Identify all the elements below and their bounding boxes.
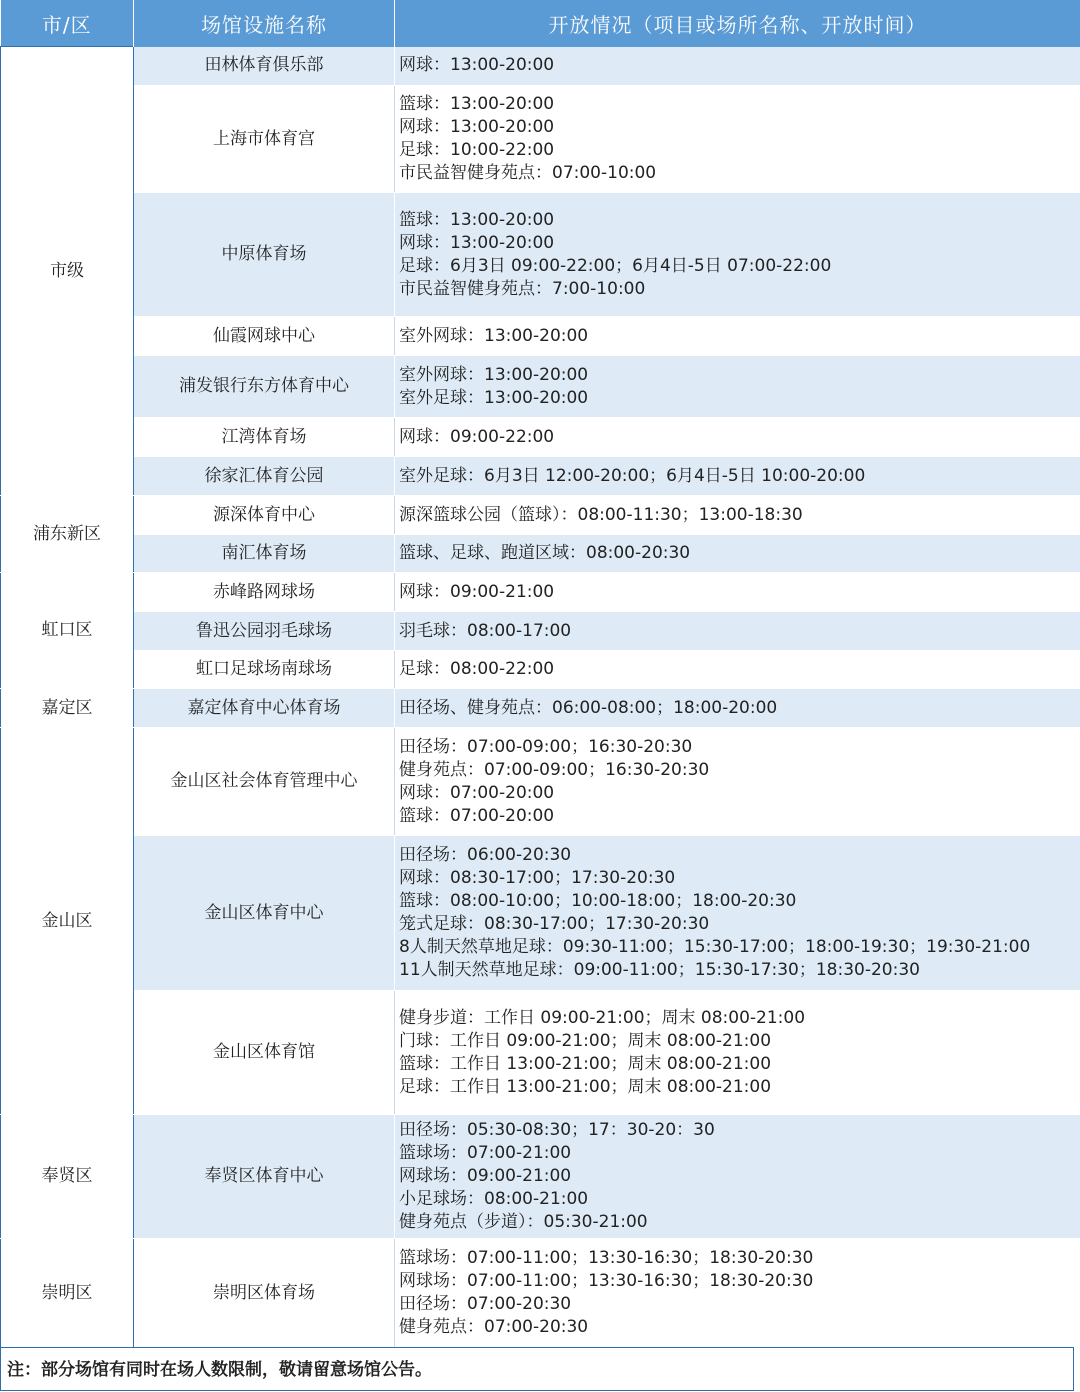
opening-hours-line: 11人制天然草地足球：09:00-11:00；15:30-17:30；18:30-20:30 — [399, 960, 920, 980]
opening-hours-line: 篮球：07:00-20:00 — [399, 805, 555, 826]
table-row — [1, 418, 1080, 457]
opening-hours-line: 田径场、健身苑点：06:00-08:00；18:00-20:00 — [399, 697, 778, 718]
opening-hours-line: 足球：08:00-22:00 — [399, 659, 555, 679]
opening-hours-line: 健身苑点（步道）：05:30-21:00 — [399, 1212, 648, 1232]
venue-name-cell: 金山区体育中心 — [134, 836, 395, 991]
opening-hours-line: 田径场：05:30-08:30；17：30-20：30 — [399, 1120, 715, 1140]
opening-hours-cell — [395, 193, 1080, 317]
table-row — [1, 47, 1080, 86]
venue-name-cell: 嘉定体育中心体育场 — [134, 689, 395, 728]
venue-name-cell: 仙霞网球中心 — [134, 317, 395, 356]
header-venue: 场馆设施名称 — [134, 0, 395, 47]
venue-name-cell: 南汇体育场 — [134, 535, 395, 573]
opening-hours-line: 室外足球：6月3日 12:00-20:00；6月4日-5日 10:00-20:00 — [399, 465, 866, 486]
opening-hours-cell — [395, 496, 1080, 535]
opening-hours-line: 网球：13:00-20:00 — [399, 117, 555, 137]
opening-hours-line: 网球场：09:00-21:00 — [399, 1166, 572, 1186]
table-row — [1, 689, 1080, 728]
header-hours: 开放情况（项目或场所名称、开放时间） — [395, 0, 1080, 47]
opening-hours-cell — [395, 991, 1080, 1115]
opening-hours-line: 羽毛球：08:00-17:00 — [399, 620, 572, 641]
venue-name-cell: 江湾体育场 — [134, 418, 395, 457]
table-row — [1, 612, 1080, 651]
opening-hours-line: 室外足球：13:00-20:00 — [399, 387, 589, 408]
table-row — [1, 573, 1080, 612]
opening-hours-line: 篮球：13:00-20:00 — [399, 94, 555, 114]
district-cell: 市级 — [1, 47, 134, 496]
opening-hours-line: 田径场：07:00-20:30 — [399, 1294, 572, 1314]
opening-hours-cell — [395, 535, 1080, 573]
table-row — [1, 991, 1080, 1115]
opening-hours-cell — [395, 47, 1080, 86]
table-row — [1, 651, 1080, 689]
venue-name-cell: 源深体育中心 — [134, 496, 395, 535]
venue-name-cell: 浦发银行东方体育中心 — [134, 356, 395, 418]
district-cell: 虹口区 — [1, 573, 134, 689]
table-row — [1, 728, 1080, 836]
opening-hours-cell — [395, 651, 1080, 689]
opening-hours-cell — [395, 418, 1080, 457]
opening-hours-line: 8人制天然草地足球：09:30-11:00；15:30-17:00；18:00-19:30；19:30-21:00 — [399, 937, 1031, 957]
opening-hours-line: 门球：工作日 09:00-21:00；周末 08:00-21:00 — [399, 1030, 772, 1051]
venue-name-cell: 崇明区体育场 — [134, 1239, 395, 1348]
header-district: 市/区 — [1, 0, 134, 47]
opening-hours-cell — [395, 836, 1080, 991]
opening-hours-line: 足球：10:00-22:00 — [399, 140, 555, 160]
district-cell: 嘉定区 — [1, 689, 134, 728]
opening-hours-line: 市民益智健身苑点：7:00-10:00 — [399, 278, 646, 299]
opening-hours-line: 源深篮球公园（篮球）：08:00-11:30；13:00-18:30 — [399, 504, 803, 525]
opening-hours-line: 室外网球：13:00-20:00 — [399, 325, 589, 346]
table-row — [1, 535, 1080, 573]
venue-name-cell: 上海市体育宫 — [134, 86, 395, 193]
opening-hours-line: 篮球场：07:00-11:00；13:30-16:30；18:30-20:30 — [399, 1248, 814, 1268]
opening-hours-line: 健身苑点：07:00-09:00；16:30-20:30 — [399, 759, 710, 780]
opening-hours-line: 笼式足球：08:30-17:00；17:30-20:30 — [399, 914, 710, 934]
opening-hours-cell — [395, 317, 1080, 356]
opening-hours-line: 网球：07:00-20:00 — [399, 782, 555, 803]
venue-name-cell: 虹口足球场南球场 — [134, 651, 395, 689]
table-row — [1, 86, 1080, 193]
venue-name-cell: 奉贤区体育中心 — [134, 1115, 395, 1239]
opening-hours-line: 市民益智健身苑点：07:00-10:00 — [399, 163, 657, 183]
district-cell: 浦东新区 — [1, 496, 134, 573]
venue-name-cell: 鲁迅公园羽毛球场 — [134, 612, 395, 651]
opening-hours-line: 健身步道：工作日 09:00-21:00；周末 08:00-21:00 — [399, 1007, 806, 1028]
venue-name-cell: 金山区社会体育管理中心 — [134, 728, 395, 836]
opening-hours-line: 篮球：08:00-10:00；10:00-18:00；18:00-20:30 — [399, 891, 797, 911]
opening-hours-line: 田径场：07:00-09:00；16:30-20:30 — [399, 736, 693, 757]
table-row — [1, 836, 1080, 991]
table-row — [1, 496, 1080, 535]
opening-hours-cell — [395, 86, 1080, 193]
table-row — [1, 457, 1080, 496]
district-cell: 奉贤区 — [1, 1115, 134, 1239]
venue-name-cell: 金山区体育馆 — [134, 991, 395, 1115]
venue-name-cell: 赤峰路网球场 — [134, 573, 395, 612]
opening-hours-cell — [395, 457, 1080, 496]
opening-hours-line: 健身苑点：07:00-20:30 — [399, 1317, 589, 1337]
header-row — [1, 0, 1080, 47]
opening-hours-line: 网球：08:30-17:00；17:30-20:30 — [399, 868, 676, 888]
table-row — [1, 1115, 1080, 1239]
table-body — [1, 47, 1080, 1348]
opening-hours-line: 网球场：07:00-11:00；13:30-16:30；18:30-20:30 — [399, 1271, 814, 1291]
table-row — [1, 356, 1080, 418]
opening-hours-line: 室外网球：13:00-20:00 — [399, 364, 589, 385]
venue-name-cell: 徐家汇体育公园 — [134, 457, 395, 496]
opening-hours-line: 篮球：工作日 13:00-21:00；周末 08:00-21:00 — [399, 1053, 772, 1074]
table-row — [1, 1239, 1080, 1348]
opening-hours-line: 网球：09:00-22:00 — [399, 426, 555, 447]
opening-hours-cell — [395, 1239, 1080, 1348]
opening-hours-line: 足球：工作日 13:00-21:00；周末 08:00-21:00 — [399, 1076, 772, 1097]
opening-hours-cell — [395, 689, 1080, 728]
district-cell: 崇明区 — [1, 1239, 134, 1348]
opening-hours-cell — [395, 356, 1080, 418]
opening-hours-cell — [395, 1115, 1080, 1239]
opening-hours-cell — [395, 728, 1080, 836]
district-cell: 金山区 — [1, 728, 134, 1115]
opening-hours-line: 田径场：06:00-20:30 — [399, 845, 572, 865]
opening-hours-line: 小足球场：08:00-21:00 — [399, 1189, 589, 1209]
opening-hours-cell — [395, 612, 1080, 651]
opening-hours-line: 网球：13:00-20:00 — [399, 232, 555, 253]
footnote: 注：部分场馆有同时在场人数限制，敬请留意场馆公告。 — [0, 1347, 1074, 1391]
venue-name-cell: 中原体育场 — [134, 193, 395, 317]
opening-hours-line: 网球：09:00-21:00 — [399, 581, 555, 602]
opening-hours-line: 篮球：13:00-20:00 — [399, 209, 555, 230]
opening-hours-line: 篮球场：07:00-21:00 — [399, 1143, 572, 1163]
venue-name-cell: 田林体育俱乐部 — [134, 47, 395, 86]
opening-hours-line: 足球：6月3日 09:00-22:00；6月4日-5日 07:00-22:00 — [399, 255, 832, 276]
opening-hours-line: 网球：13:00-20:00 — [399, 55, 555, 76]
opening-hours-line: 篮球、足球、跑道区域：08:00-20:30 — [399, 543, 691, 563]
table-row — [1, 317, 1080, 356]
table-row — [1, 193, 1080, 317]
opening-hours-cell — [395, 573, 1080, 612]
